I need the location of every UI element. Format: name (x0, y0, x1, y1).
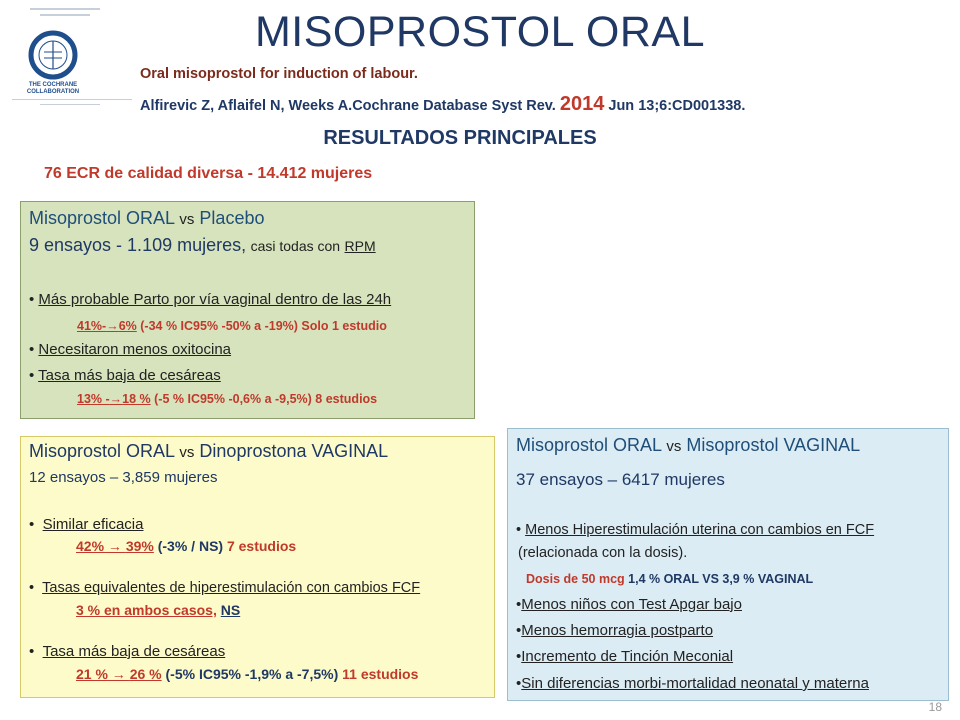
summary-text: 76 ECR de calidad diversa - 14.412 mujeres (44, 165, 373, 182)
arrow-right-icon: → (104, 538, 126, 554)
placebo-bullet-2: • Necesitaron menos oxitocina (29, 341, 232, 358)
thumbnail-line (40, 14, 90, 16)
dino-bullet-3-detail: 21 % → 26 % (-5% IC95% -1,9% a -7,5%) 11 estudios (76, 666, 419, 682)
dino-heading: Misoprostol ORAL vs Dinoprostona VAGINAL (29, 441, 389, 461)
slide-title: MISOPROSTOL ORAL (254, 8, 706, 56)
dino-bullet-3: • Tasa más baja de cesáreas (29, 643, 226, 660)
page-number: 18 (928, 700, 942, 714)
vag-bullet-4: •Incremento de Tinción Meconial (516, 648, 734, 665)
dino-bullet-1: • Similar eficacia (29, 516, 144, 533)
arrow-right-icon: → (107, 666, 130, 682)
placebo-trials-line: 9 ensayos - 1.109 mujeres, casi todas con RPM (29, 235, 376, 255)
placebo-bullet-1-detail: 41%-→6% (-34 % IC95% -50% a -19%) Solo 1 estudio (77, 319, 387, 333)
dino-trials-line: 12 ensayos – 3,859 mujeres (29, 469, 218, 486)
arrow-right-icon: → (106, 319, 119, 333)
dinoprostona-comparison-box (20, 436, 495, 698)
section-subtitle: RESULTADOS PRINCIPALES (323, 127, 597, 149)
cochrane-logo-icon (28, 30, 78, 80)
vag-bullet-1-tail: (relacionada con la dosis). (518, 545, 688, 561)
placebo-comparison-box (20, 201, 475, 419)
dino-bullet-2: • Tasas equivalentes de hiperestimulación con cambios FCF (29, 580, 421, 596)
thumbnail-line (40, 104, 100, 105)
placebo-bullet-1: • Más probable Parto por vía vaginal dentro de las 24h (29, 291, 392, 308)
vag-bullet-2: •Menos niños con Test Apgar bajo (516, 596, 742, 613)
vag-bullet-3: •Menos hemorragia postparto (516, 622, 714, 639)
dino-bullet-1-detail: 42% → 39% (-3% / NS) 7 estudios (76, 538, 297, 554)
vag-bullet-5: •Sin diferencias morbi-mortalidad neonatal y materna (516, 675, 869, 692)
vag-trials-line: 37 ensayos – 6417 mujeres (516, 470, 725, 489)
thumbnail-line (12, 99, 132, 100)
placebo-bullet-3: • Tasa más baja de cesáreas (29, 367, 221, 384)
vaginal-comparison-box (507, 428, 949, 701)
thumbnail-line (30, 8, 100, 10)
reference-title: Oral misoprostol for induction of labour. (140, 66, 418, 82)
dino-bullet-2-detail: 3 % en ambos casos, NS (76, 602, 241, 618)
reference-year: 2014 (559, 93, 605, 115)
logo-caption: THE COCHRANE COLLABORATION (26, 82, 80, 95)
vag-bullet-1: • Menos Hiperestimulación uterina con cambios en FCF (516, 522, 875, 538)
vag-heading: Misoprostol ORAL vs Misoprostol VAGINAL (516, 435, 861, 455)
placebo-bullet-3-detail: 13% -→18 % (-5 % IC95% -0,6% a -9,5%) 8 estudios (77, 392, 378, 406)
arrow-right-icon: → (109, 392, 123, 406)
vag-detail: Dosis de 50 mcg 1,4 % ORAL VS 3,9 % VAGINAL (526, 572, 814, 586)
placebo-heading: Misoprostol ORAL vs Placebo (29, 208, 265, 228)
reference-citation: Alfirevic Z, Aflaifel N, Weeks A.Cochrane Database Syst Rev. 2014 Jun 13;6:CD001338. (140, 93, 746, 115)
